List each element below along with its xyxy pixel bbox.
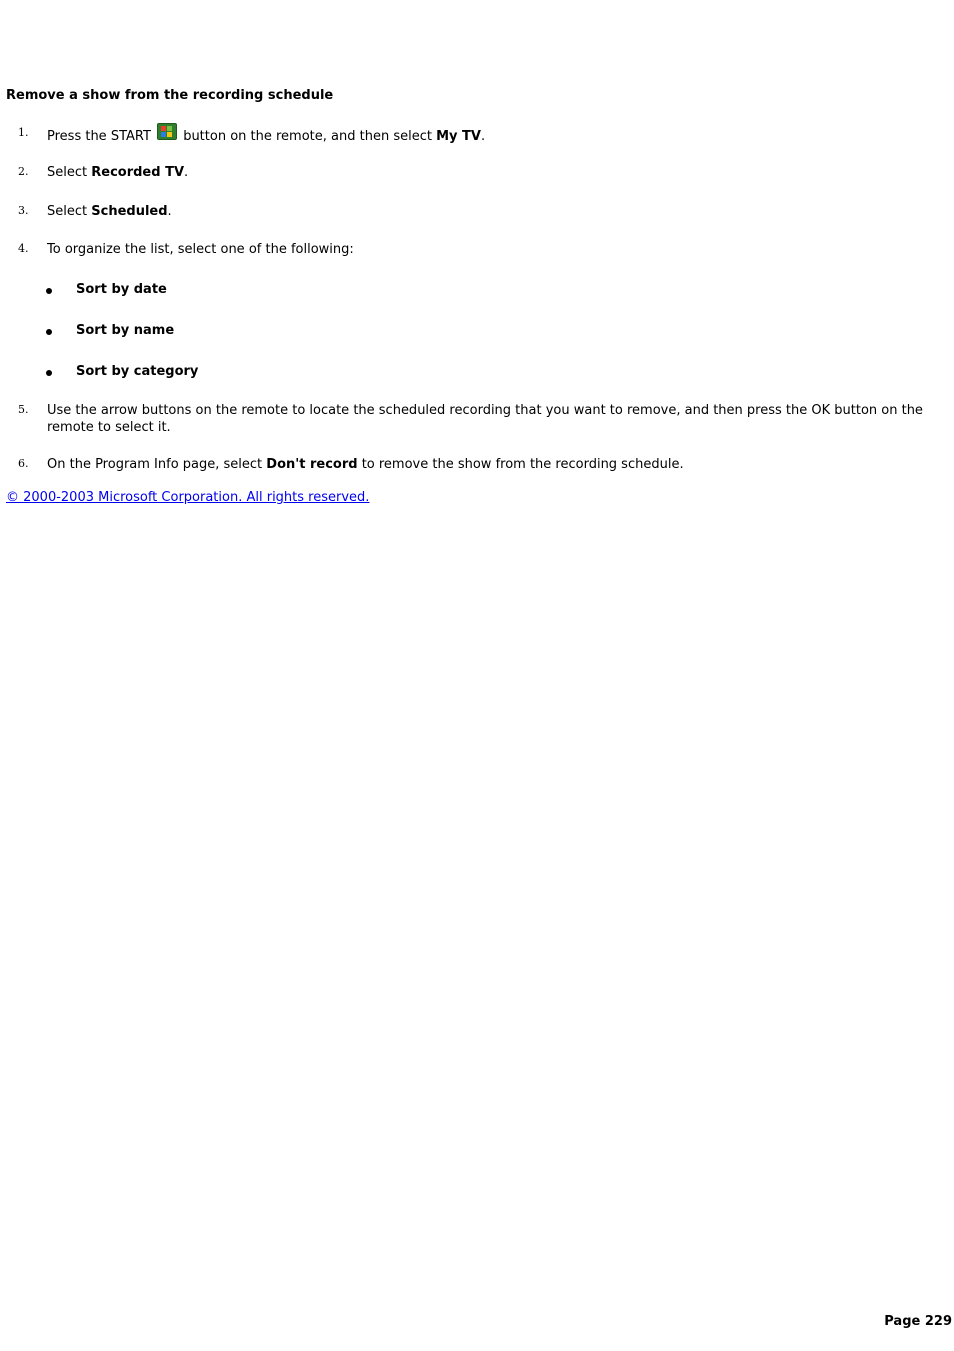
step-number: 1. (18, 126, 29, 139)
step-text: To organize the list, select one of the following: (47, 242, 354, 257)
step-number: 5. (18, 403, 29, 416)
bullet-icon (46, 329, 52, 335)
step-number: 3. (18, 204, 29, 217)
step-number: 2. (18, 165, 29, 178)
step-text: Select Recorded TV. (47, 165, 189, 180)
copyright-link[interactable]: © 2000-2003 Microsoft Corporation. All rights reserved. (6, 490, 370, 505)
option-label: Sort by category (76, 364, 199, 379)
page-number: Page 229 (884, 1314, 952, 1329)
windows-start-icon (157, 123, 177, 140)
step-text: Use the arrow buttons on the remote to locate the scheduled recording that you want to remove, and then press the OK button on the remote to select it. (47, 403, 923, 435)
step-text: Press the START button on the remote, and then select My TV. (47, 125, 942, 145)
step-number: 6. (18, 457, 29, 470)
bullet-icon (46, 370, 52, 376)
option-label: Sort by date (76, 282, 167, 297)
page-heading: Remove a show from the recording schedule (6, 88, 334, 103)
step-number: 4. (18, 242, 29, 255)
step-text: Select Scheduled. (47, 204, 172, 219)
bullet-icon (46, 288, 52, 294)
option-label: Sort by name (76, 323, 175, 338)
step-text: On the Program Info page, select Don't record to remove the show from the recording schedule. (47, 457, 684, 472)
